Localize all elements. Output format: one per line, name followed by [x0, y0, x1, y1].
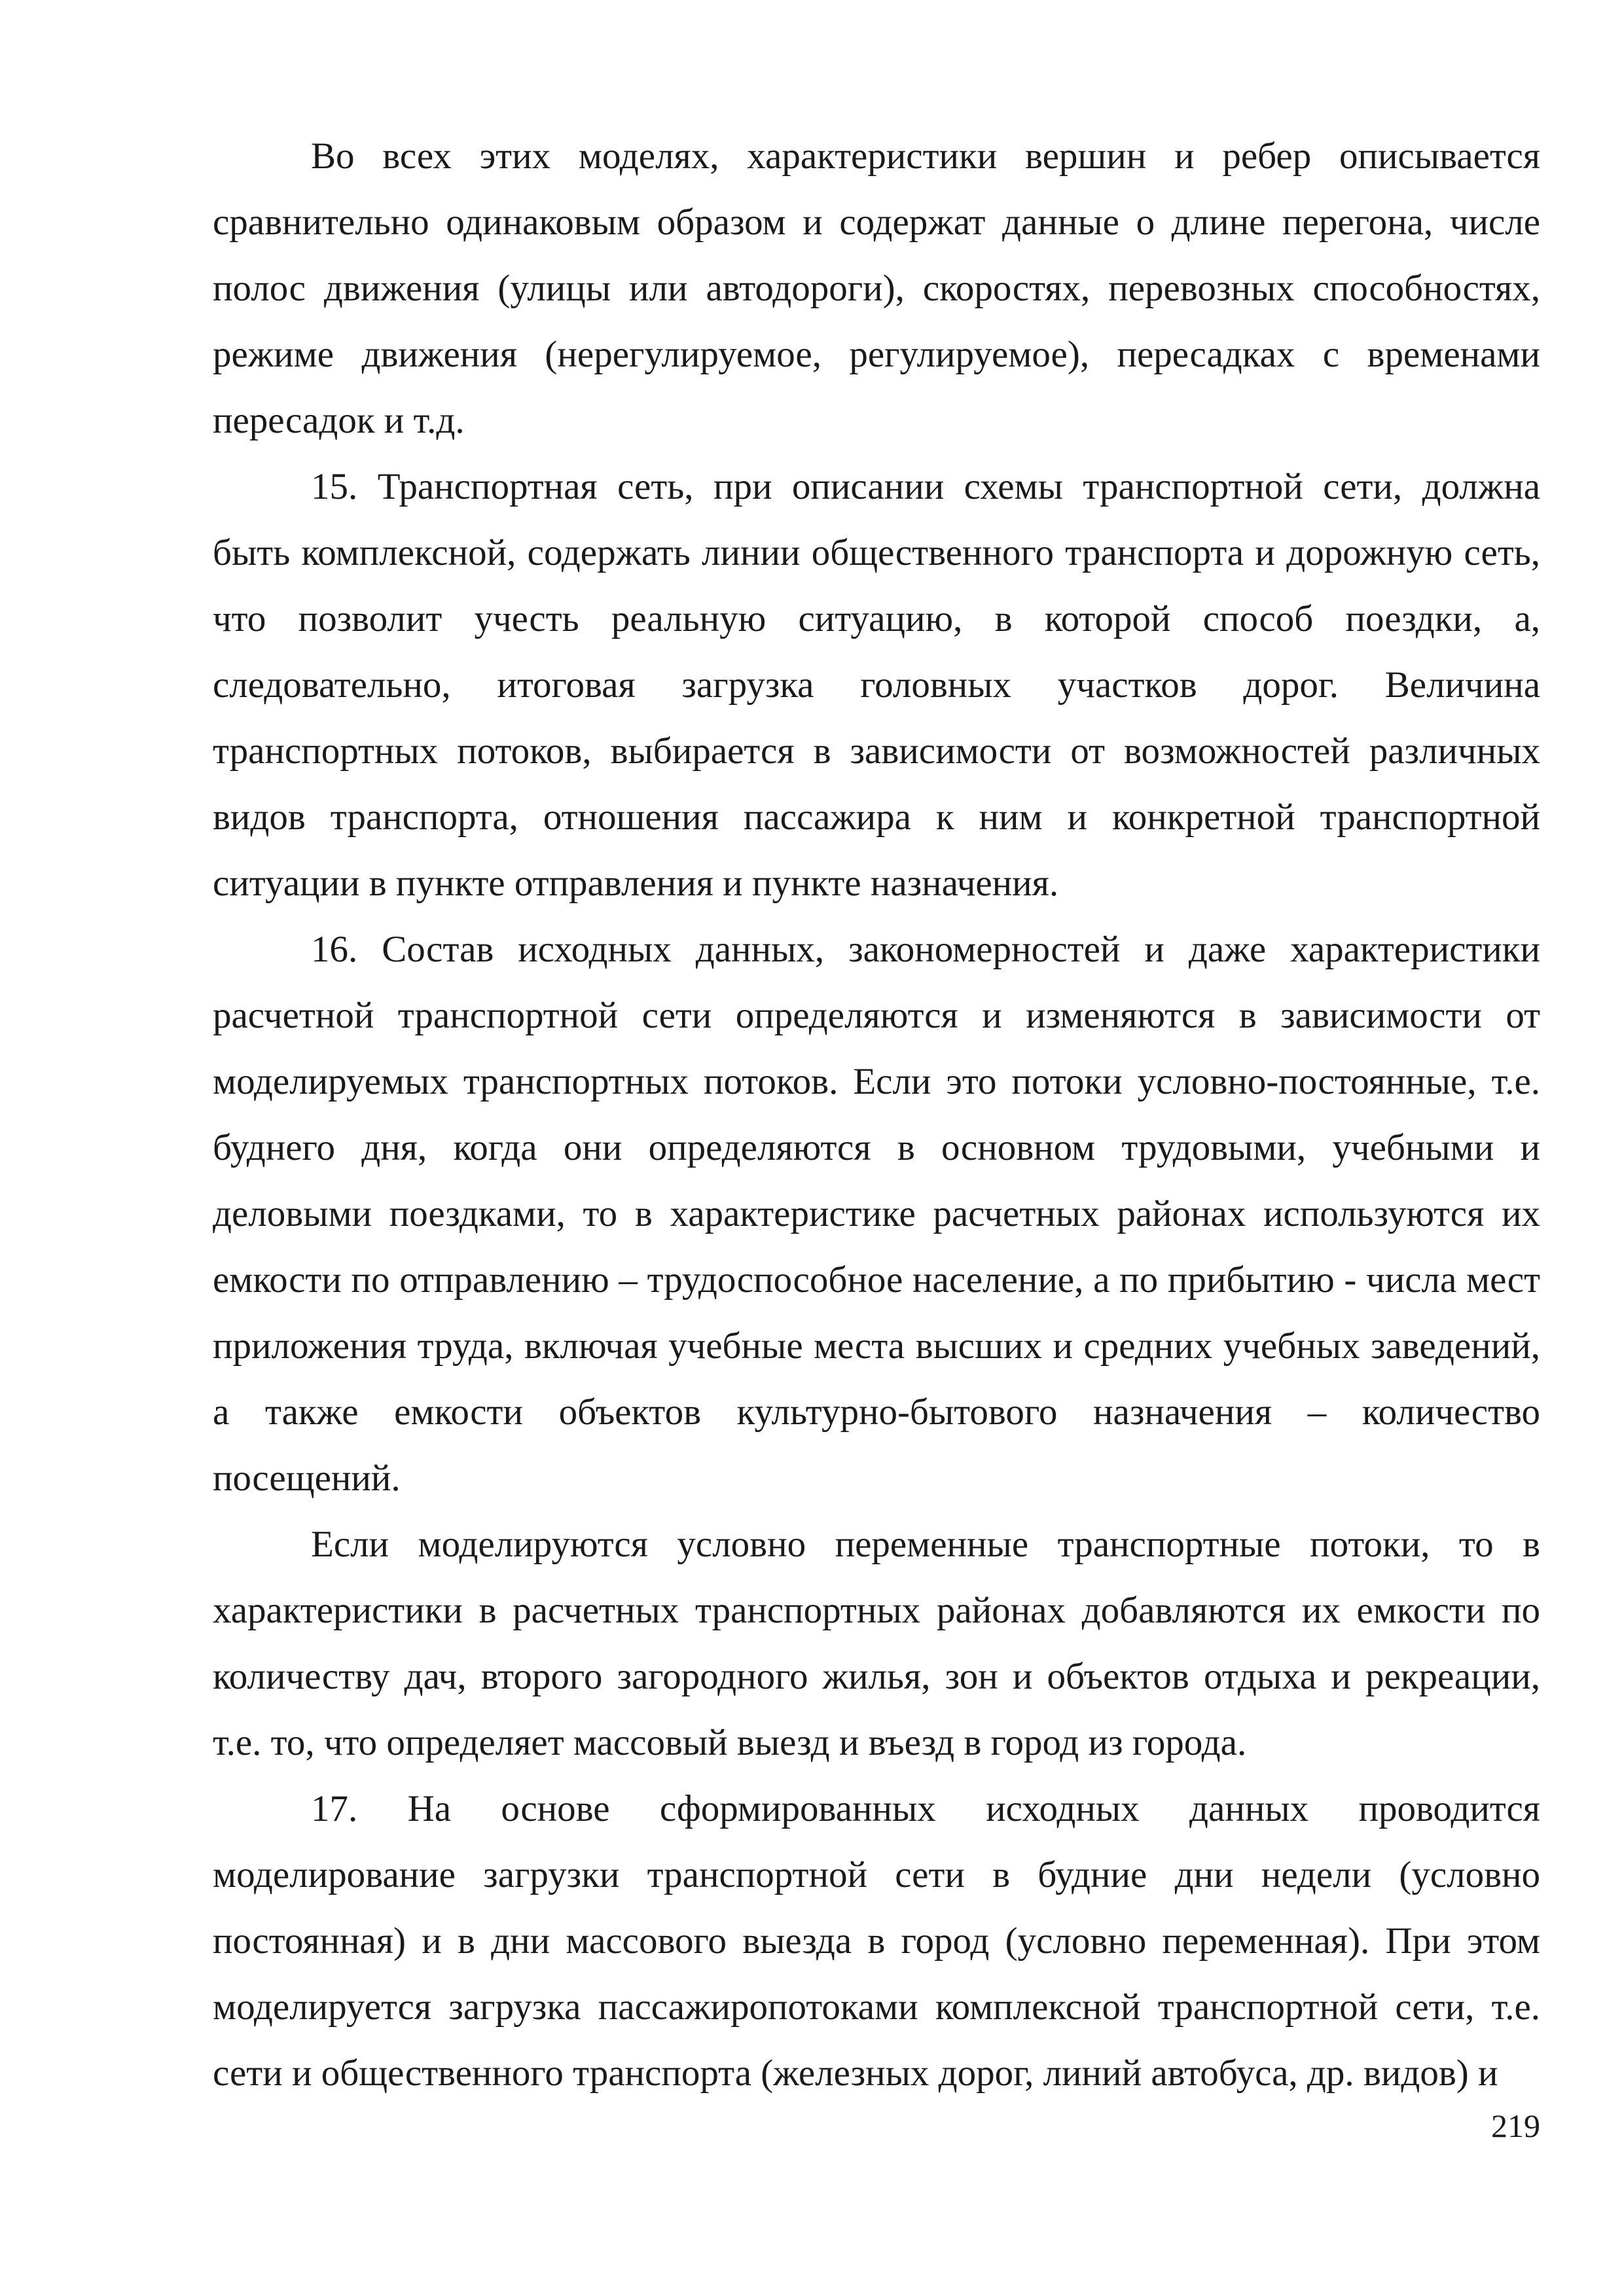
paragraph-item-16: 16. Состав исходных данных, закономерностей и даже характеристики расчетной транспортной сети определяются и изменяются в зависимости от моделируемых транспортных потоков. Если это потоки условно-постоянные, т.е. буднего дня, когда они определяются в основном трудовыми, учебными и деловыми поездками, то в характеристике расчетных районах используются их емкости по отправлению – трудоспособное население, а по прибытию - числа мест приложения труда, включая учебные места высших и средних учебных заведений, а также емкости объектов культурно-бытового назначения – количество посещений.: [213, 929, 1540, 1499]
page-number: 219: [1491, 2108, 1540, 2144]
paragraph-item-15: 15. Транспортная сеть, при описании схемы транспортной сети, должна быть комплексной, содержать линии общественного транспорта и дорожную сеть, что позволит учесть реальную ситуацию, в которой способ поездки, а, следовательно, итоговая загрузка головных участков дорог. Величина транспортных потоков, выбирается в зависимости от возможностей различных видов транспорта, отношения пассажира к ним и конкретной транспортной ситуации в пункте отправления и пункте назначения.: [213, 466, 1540, 904]
paragraph-models-description: Во всех этих моделях, характеристики вершин и ребер описывается сравнительно одинаковым образом и содержат данные о длине перегона, числе полос движения (улицы или автодороги), скоростях, перевозных способностях, режиме движения (нерегулируемое, регулируемое), пересадках с временами пересадок и т.д.: [213, 135, 1540, 441]
body-text: [213, 123, 1540, 2106]
paragraph-item-17: 17. На основе сформированных исходных данных проводится моделирование загрузки транспортной сети в будние дни недели (условно постоянная) и в дни массового выезда в город (условно переменная). При этом моделируется загрузка пассажиропотоками комплексной транспортной сети, т.е. сети и общественного транспорта (железных дорог, линий автобуса, др. видов) и: [213, 1788, 1540, 2094]
paragraph-variable-flows: Если моделируются условно переменные транспортные потоки, то в характеристики в расчетных транспортных районах добавляются их емкости по количеству дач, второго загородного жилья, зон и объектов отдыха и рекреации, т.е. то, что определяет массовый выезд и въезд в город из города.: [213, 1524, 1540, 1763]
